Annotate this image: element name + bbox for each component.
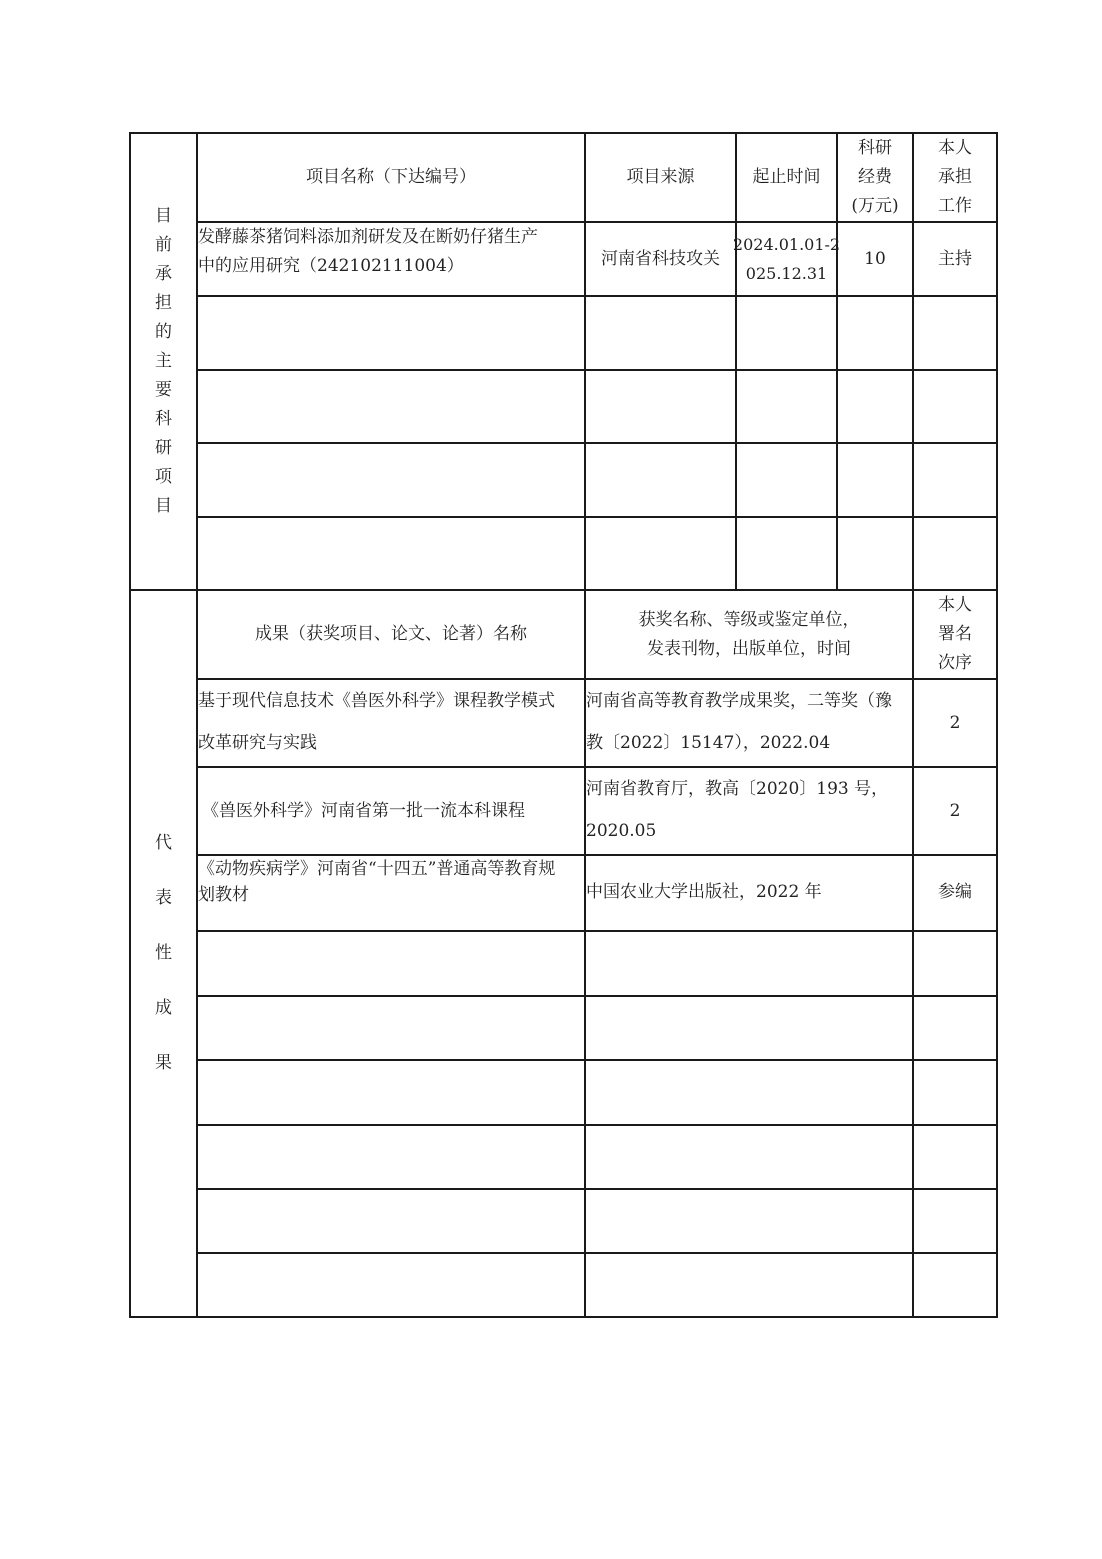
- s2-side-label: 代 表 性 成 果: [155, 833, 172, 1073]
- s2-line-7: [196, 1124, 998, 1126]
- s1-header-period: 起止时间: [752, 167, 821, 187]
- s2-row3-order: 参编: [938, 882, 972, 902]
- s2-row1-name: 基于现代信息技术《兽医外科学》课程教学模式 改革研究与实践: [198, 691, 555, 753]
- s2-line-9: [196, 1252, 998, 1254]
- s2-line-6: [196, 1059, 998, 1061]
- s1-side-label: 目 前 承 担 的 主 要 科 研 项 目: [155, 206, 172, 516]
- s1-row1-source: 河南省科技攻关: [601, 248, 720, 269]
- s1-header-name: 项目名称（下达编号）: [306, 167, 476, 187]
- s2-line-5: [196, 995, 998, 997]
- s1-header-source: 项目来源: [626, 167, 695, 187]
- s1-row1-name: 发酵藤茶猪饲料添加剂研发及在断奶仔猪生产 中的应用研究（242102111004）: [198, 227, 538, 276]
- s1-line-2: [196, 295, 998, 297]
- s2-row2-award: 河南省教育厅，教高〔2020〕193 号， 2020.05: [586, 779, 889, 841]
- s1-line-4: [196, 442, 998, 444]
- s2-header-award: 获奖名称、等级或鉴定单位， 发表刊物，出版单位，时间: [638, 609, 860, 659]
- s2-header-name: 成果（获奖项目、论文、论著）名称: [255, 624, 527, 644]
- s2-row3-name: 《动物疾病学》河南省“十四五”普通高等教育规 划教材: [198, 859, 556, 905]
- s1-header-funds: 科研 经费 (万元): [851, 138, 899, 216]
- border-bottom: [129, 1316, 998, 1318]
- s2-line-8: [196, 1188, 998, 1190]
- s1-line-3: [196, 369, 998, 371]
- s1-line-5: [196, 516, 998, 518]
- s2-line-4: [196, 930, 998, 932]
- s1-row1-funds: 10: [864, 248, 886, 269]
- s2-row2-order: 2: [949, 800, 961, 821]
- s1-header-role: 本人 承担 工作: [938, 138, 972, 216]
- s1-row1-period: 2024.01.01-2 025.12.31: [732, 235, 841, 283]
- s2-row1-award: 河南省高等教育教学成果奖，二等奖（豫 教〔2022〕15147），2022.04: [586, 691, 892, 753]
- s2-row2-name: 《兽医外科学》河南省第一批一流本科课程: [202, 800, 525, 821]
- s2-row3-award: 中国农业大学出版社，2022 年: [586, 882, 822, 902]
- s1-row1-role: 主持: [938, 248, 972, 269]
- s2-row1-order: 2: [949, 712, 961, 733]
- border-right: [996, 132, 998, 1318]
- s2-header-order: 本人 署名 次序: [938, 595, 972, 673]
